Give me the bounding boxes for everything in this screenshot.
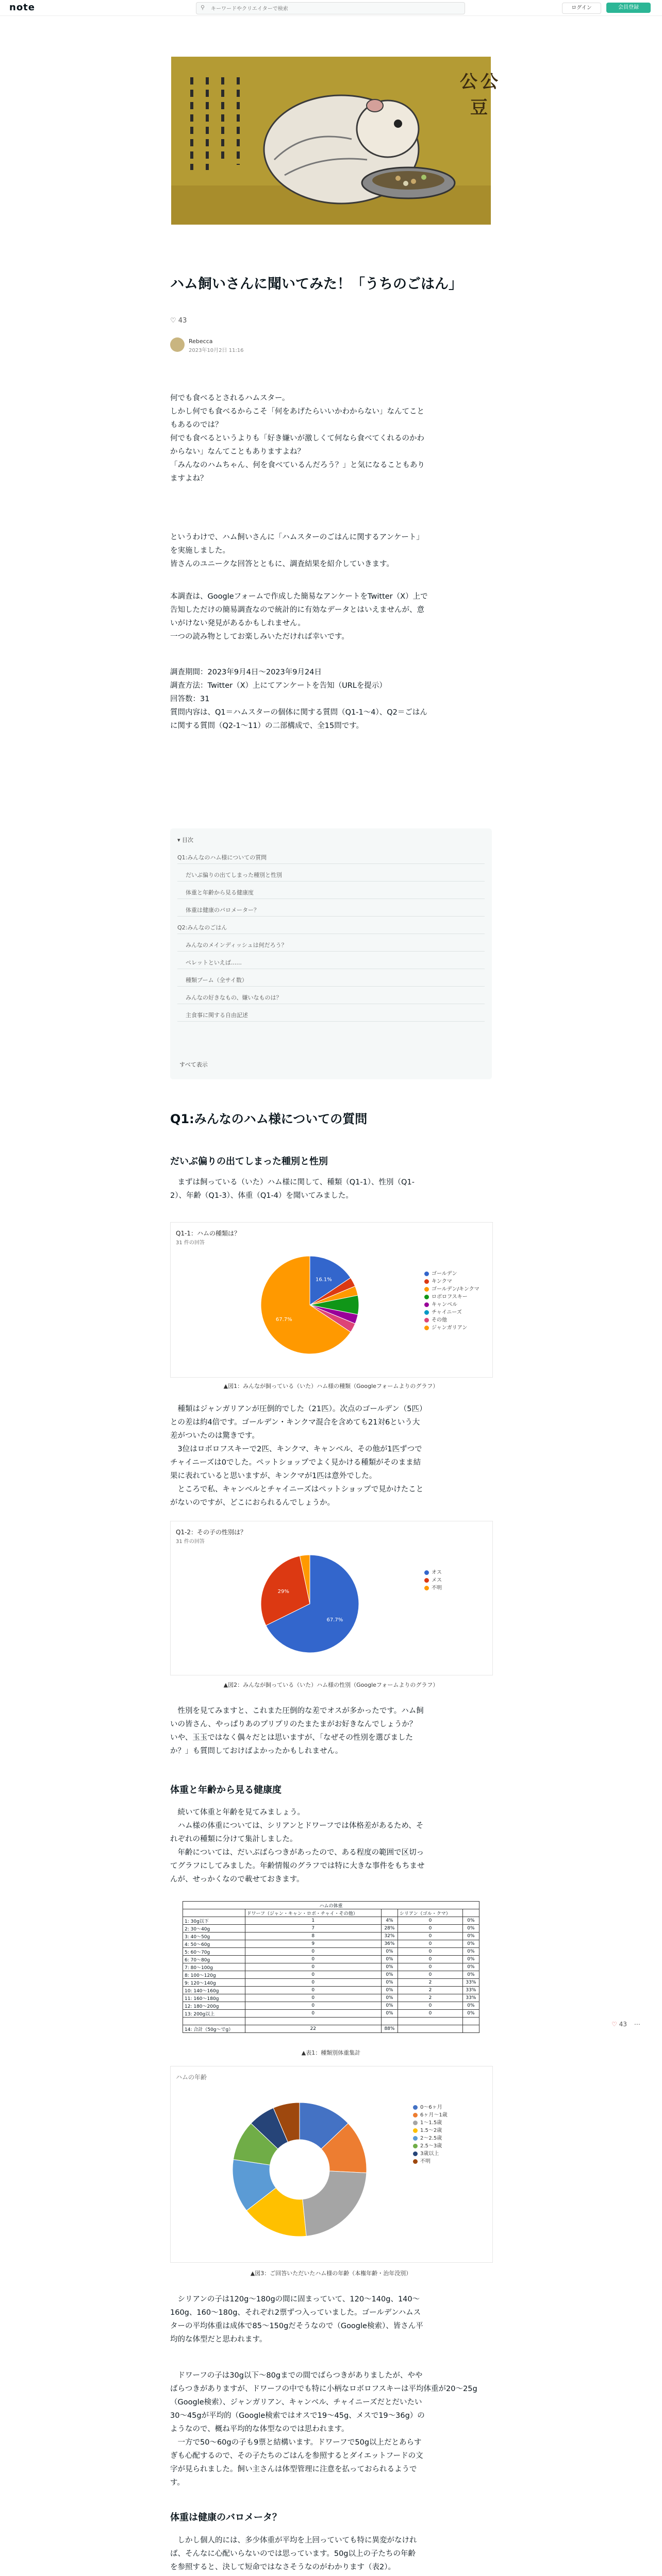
legend-swatch bbox=[413, 2128, 418, 2133]
table-cell: 4: 50〜60g bbox=[183, 1940, 245, 1948]
legend-label: チャイニーズ bbox=[432, 1310, 462, 1315]
legend-item bbox=[424, 1315, 479, 1323]
legend-item bbox=[413, 2141, 448, 2149]
avatar[interactable] bbox=[170, 337, 185, 352]
table-cell: 0 bbox=[245, 2002, 381, 2010]
article-title bbox=[170, 274, 492, 295]
legend-label: ゴールデン/キンクマ bbox=[432, 1286, 479, 1292]
table-cell: 0 bbox=[245, 1979, 381, 1987]
legend-label: その他 bbox=[432, 1317, 447, 1323]
slice-label: 67.7% bbox=[326, 1617, 343, 1623]
legend-label: キャンベル bbox=[432, 1302, 457, 1308]
hero-image bbox=[171, 57, 498, 225]
legend-item bbox=[413, 2118, 448, 2126]
legend-item bbox=[424, 1323, 479, 1331]
table-cell: 2 bbox=[398, 1979, 463, 1987]
table-cell: 0 bbox=[245, 1971, 381, 1979]
table-row bbox=[183, 1987, 479, 1994]
donut-hole bbox=[270, 2140, 330, 2200]
toc-item[interactable]: 主食事に関する自由記述 bbox=[186, 1012, 248, 1019]
toc-item[interactable]: みんなの好きなもの、嫌いなものは？ bbox=[186, 994, 282, 1001]
table-cell: 0 bbox=[245, 1994, 381, 2002]
table-cell: 33% bbox=[462, 1994, 479, 2002]
barometer-paragraph: しかし個人的には、多少体重が平均を上回っていても特に異変がなけれ ば、そんなに心配いらないのでは思っています。50g以上の子たちの年齢 を参照すると、決して短命ではなさそうなのがわかります（表2）。 bbox=[170, 2536, 417, 2571]
table1-caption: ▲表1：種類別体重集計 bbox=[301, 2049, 361, 2056]
toc-item[interactable]: みんなのメインディッシュは何だろう？ bbox=[186, 942, 287, 948]
table-cell: 0 bbox=[398, 2002, 463, 2010]
weight-table-wrapper bbox=[183, 1901, 479, 2033]
legend-label: 1.5〜2歳 bbox=[420, 2128, 442, 2133]
table-cell: 32% bbox=[381, 1933, 398, 1940]
survey-period-paragraph: 調査期間：2023年9月4日〜2023年9月24日 調査方法：Twitter（X）上にてアンケートを告知（URLを提示） 回答数：31 質問内容は、Q1＝ハムスターの個体に関する質問（Q1-1〜4）、Q2＝ごはん に関する質問（Q2-1〜11）の二部構成で、全15問です。 bbox=[170, 668, 427, 730]
legend-label: 6ヶ月〜1歳 bbox=[420, 2112, 448, 2118]
legend-label: 不明 bbox=[432, 1585, 442, 1591]
table-cell: 0 bbox=[398, 1948, 463, 1956]
legend-swatch bbox=[413, 2151, 418, 2156]
table-row bbox=[183, 1948, 479, 1956]
table-row bbox=[183, 1933, 479, 1940]
legend-item bbox=[424, 1308, 479, 1315]
table-cell: 0% bbox=[462, 1971, 479, 1979]
table-cell: 0% bbox=[381, 1987, 398, 1994]
legend-item bbox=[424, 1284, 479, 1292]
table-cell bbox=[462, 2025, 479, 2033]
toc-divider bbox=[177, 863, 485, 864]
table-cell: 0% bbox=[462, 1925, 479, 1933]
weight-age-paragraph: 続いて体重と年齢を見てみましょう。 ハム様の体重については、シリアンとドワーフでは体格差があるため、そ れぞれの種類に分けて集計しました。 年齢については、だいぶばらつきがあったので、ある程度の範囲で区切っ てグラフにしてみました。年齢情報のグラフでは特に大きな事件をもちませ んが、せっかくなので載せておきます。 bbox=[170, 1808, 425, 1884]
article-title-line: ハム飼いさんに聞いてみた！「うちのごはん」 bbox=[170, 276, 462, 292]
table-cell: 11: 160〜180g bbox=[183, 1994, 245, 2002]
legend-label: 2.5〜3歳 bbox=[420, 2143, 442, 2149]
subheading-weight-age: 体重と年齢から見る健康度 bbox=[170, 1785, 282, 1795]
toc-item[interactable]: だいぶ偏りの出てしまった種別と性別 bbox=[186, 872, 282, 878]
weight-table-title: ハムの体重 bbox=[183, 1902, 479, 1909]
table-cell: 0 bbox=[398, 1963, 463, 1971]
table-row bbox=[183, 1956, 479, 1963]
toc-divider bbox=[177, 1021, 485, 1022]
gender-legend bbox=[424, 1568, 442, 1591]
heart-icon[interactable]: ♡ bbox=[170, 317, 176, 325]
table-cell: 8 bbox=[245, 1933, 381, 1940]
toc-divider bbox=[177, 951, 485, 952]
legend-swatch bbox=[413, 2121, 418, 2125]
table-row bbox=[183, 1917, 479, 1925]
species-legend bbox=[424, 1269, 479, 1331]
legend-swatch bbox=[424, 1295, 429, 1299]
legend-label: 3歳以上 bbox=[420, 2151, 439, 2157]
table-cell: 0 bbox=[398, 1933, 463, 1940]
legend-label: オス bbox=[432, 1570, 442, 1575]
publish-date: 2023年10月2日 11:16 bbox=[189, 348, 244, 353]
survey-intro-paragraph: というわけで、ハム飼いさんに「ハムスターのごはんに関するアンケート」 を実施しました。 皆さんのユニークな回答とともに、調査結果を紹介していきます。 bbox=[170, 533, 424, 568]
figure1-caption: ▲図1：みんなが飼っている（いた）ハム様の種類（Googleフォームよりのグラフ） bbox=[223, 1383, 439, 1389]
table-cell: 0% bbox=[462, 2010, 479, 2018]
toc-heading[interactable]: ▾ 目次 bbox=[177, 837, 194, 843]
intro-paragraph: 何でも食べるとされるハムスター。 しかし何でも食べるからこそ「何をあげたらいいかわからない」なんてこと もあるのでは？ 何でも食べるというよりも「好き嫌いが激しくて何なら食べてくれるのかわ からない」なんてこともありますよね？ 「みんなのハムちゃん、何を食べているんだろう？」と気になることもあり ますよね？ bbox=[170, 394, 425, 483]
svg-text:豆: 豆 bbox=[470, 97, 488, 118]
legend-item bbox=[413, 2149, 448, 2157]
table-cell: 9 bbox=[245, 1940, 381, 1948]
legend-swatch bbox=[424, 1272, 429, 1276]
chart-title: ハムの年齢 bbox=[176, 2074, 207, 2081]
top-bar bbox=[0, 0, 662, 16]
legend-item bbox=[424, 1583, 442, 1591]
search-icon: ⚲ bbox=[201, 4, 205, 11]
legend-item bbox=[413, 2110, 448, 2118]
table-cell: 36% bbox=[381, 1940, 398, 1948]
heart-icon[interactable]: ♡ bbox=[611, 2021, 617, 2028]
table-cell: 5: 60〜70g bbox=[183, 1948, 245, 1956]
table-row bbox=[183, 2018, 479, 2025]
table-cell: 0% bbox=[381, 1948, 398, 1956]
table-cell: 33% bbox=[462, 1979, 479, 1987]
chart-subtitle: 31 件の回答 bbox=[176, 1539, 205, 1545]
table-cell: 0% bbox=[462, 1956, 479, 1963]
table-cell bbox=[398, 2018, 463, 2025]
table-cell: 9: 120〜140g bbox=[183, 1979, 245, 1987]
section-heading-q1: Q1:みんなのハム様についての質問 bbox=[170, 1112, 368, 1126]
legend-item bbox=[413, 2103, 448, 2110]
hero-illustration bbox=[171, 57, 498, 225]
table-cell: 0 bbox=[398, 1917, 463, 1925]
species-discussion-paragraph: 種類はジャンガリアンが圧倒的でした（21匹）。次点のゴールデン（5匹） との差は約4倍です。ゴールデン・キンクマ混合を含めても21対6という大 差がついたのは驚きです。 3位はロボロフスキーで2匹、キンクマ、キャンベル、その他が1匹ずつで チャイニーズは0でした。ペットショップでよく見かける種類がそのまま結 果に表れていると思いますが、キンクマが1匹は意外でした。 ところで私、キャンベルとチャイニーズはペットショップで見かけたこと がないのですが、どこにおられるんでしょうか。 bbox=[170, 1405, 427, 1507]
toc-divider bbox=[177, 986, 485, 987]
table-cell bbox=[462, 2018, 479, 2025]
table-cell: 2 bbox=[398, 1987, 463, 1994]
table-cell: 3: 40〜50g bbox=[183, 1933, 245, 1940]
table-cell: 0 bbox=[245, 1948, 381, 1956]
toc-item[interactable]: 体重は健康のバロメーター？ bbox=[186, 907, 259, 913]
table-cell: 0 bbox=[398, 2010, 463, 2018]
figure-species-pie bbox=[170, 1222, 493, 1378]
table-header-cell: シリアン（ゴル・クマ） bbox=[398, 1909, 463, 1917]
table-row bbox=[183, 1979, 479, 1987]
slice-label: 29% bbox=[277, 1589, 289, 1595]
table-cell: 10: 140〜160g bbox=[183, 1987, 245, 1994]
legend-swatch bbox=[424, 1570, 429, 1575]
table-cell: 1: 30g以下 bbox=[183, 1917, 245, 1925]
table-cell: 0 bbox=[245, 1956, 381, 1963]
slice-label: 67.7% bbox=[275, 1316, 292, 1323]
table-cell: 0% bbox=[381, 1971, 398, 1979]
legend-item bbox=[424, 1575, 442, 1583]
table-cell: 28% bbox=[381, 1925, 398, 1933]
legend-item bbox=[413, 2157, 448, 2164]
q1-paragraph: まずは飼っている（いた）ハム様に関して、種類（Q1-1）、性別（Q1- 2）、年齢（Q1-3）、体重（Q1-4）を聞いてみました。 bbox=[170, 1178, 415, 1200]
table-cell: 33% bbox=[462, 1987, 479, 1994]
toc-item[interactable]: Q1:みんなのハム様についての質問 bbox=[177, 854, 267, 861]
table-cell: 0% bbox=[381, 1963, 398, 1971]
table-row bbox=[183, 1940, 479, 1948]
toc-show-all-button[interactable]: すべて表示 bbox=[179, 1061, 208, 1068]
subheading-species-gender: だいぶ偏りの出てしまった種別と性別 bbox=[170, 1156, 328, 1167]
svg-text:公: 公 bbox=[460, 72, 477, 92]
table-cell bbox=[381, 2018, 398, 2025]
search-input[interactable] bbox=[210, 4, 459, 13]
legend-label: 1〜1.5歳 bbox=[420, 2120, 442, 2126]
table-cell: 0 bbox=[398, 1971, 463, 1979]
table-cell: 0% bbox=[381, 2002, 398, 2010]
legend-item bbox=[413, 2133, 448, 2141]
legend-item bbox=[424, 1269, 479, 1277]
table-cell: 88% bbox=[381, 2025, 398, 2033]
like-count[interactable]: ♡ 43 bbox=[170, 317, 187, 325]
table-header-cell: ドワーフ（ジャン・キャン・ロボ・チャイ・その他） bbox=[245, 1909, 381, 1917]
legend-swatch bbox=[413, 2144, 418, 2148]
legend-swatch bbox=[424, 1310, 429, 1315]
chart-subtitle: 31 件の回答 bbox=[176, 1240, 205, 1246]
legend-item bbox=[413, 2126, 448, 2133]
legend-label: 不明 bbox=[420, 2159, 431, 2164]
table-cell: 0% bbox=[381, 1956, 398, 1963]
figure2-caption: ▲図2：みんなが飼っている（いた）ハム様の性別（Googleフォームよりのグラフ） bbox=[223, 1682, 439, 1688]
figure3-caption: ▲図3：ご回答いただいたハム様の年齢（本権年齢・治年没別） bbox=[250, 2270, 412, 2277]
legend-swatch bbox=[424, 1586, 429, 1590]
toc-divider bbox=[177, 881, 485, 882]
legend-label: 2〜2.5歳 bbox=[420, 2136, 442, 2141]
table-cell: 1 bbox=[245, 1917, 381, 1925]
table-cell: 0 bbox=[245, 1987, 381, 1994]
table-header-cell bbox=[462, 1909, 479, 1917]
table-row bbox=[183, 1971, 479, 1979]
age-legend bbox=[413, 2103, 448, 2164]
table-row bbox=[183, 2010, 479, 2018]
toc-item[interactable]: ペレットといえば...... bbox=[186, 959, 242, 966]
age-pie-chart bbox=[171, 2066, 492, 2262]
table-cell: 0% bbox=[462, 1940, 479, 1948]
table-cell: 0% bbox=[381, 1979, 398, 1987]
table-header-cell bbox=[183, 1909, 245, 1917]
chart-title: Q1-1：ハムの種類は？ bbox=[176, 1230, 241, 1237]
signup-button[interactable]: 会員登録 bbox=[606, 3, 651, 13]
legend-label: 0〜6ヶ月 bbox=[420, 2105, 442, 2110]
legend-label: ゴールデン bbox=[432, 1271, 457, 1277]
gender-discussion-paragraph: 性別を見てみますと、これまた圧倒的な差でオスが多かったです。ハム飼 いの皆さん、やっぱりあのプリプリのたまたまがお好きなんでしょうか？ いや、玉玉ではなく偶々だとは思いますが、「なぜその性別を選びました か？」も質問しておけばよかったかもしれません。 bbox=[170, 1707, 424, 1755]
toc-item[interactable]: Q2:みんなのごはん bbox=[177, 924, 227, 931]
table-cell: 12: 180〜200g bbox=[183, 2002, 245, 2010]
toc-item[interactable]: 体重と年齢から見る健康度 bbox=[186, 889, 254, 896]
table-cell: 0 bbox=[398, 1956, 463, 1963]
dwarf-weight-paragraph: ドワーフの子は30g以下〜80gまでの間でばらつきがありましたが、やや ばらつきがありますが、ドワーフの中でも特に小柄なロボロフスキーは平均体重が20〜25g （Google検索）、ジャンガリアン、キャンベル、チャイニーズだとだいたい 30〜45gが平均的（Google検索ではオスで19〜45g、メスで19〜36g）の ようなので、概ね平均的な体型なのでは思われます。 一方で50〜60gの子も9票と結構います。ドワーフで50g以上だとあらす ぎも心配するので、その子たちのごはんを参照するとダイエットフードの文 字が見られました。飼い主さんは体型管理に注意を払っておられるようで す。 bbox=[170, 2371, 477, 2487]
table-of-contents bbox=[170, 828, 492, 1079]
legend-swatch bbox=[424, 1287, 429, 1292]
table-cell: 2 bbox=[398, 1994, 463, 2002]
table-cell: 13: 200g以上 bbox=[183, 2010, 245, 2018]
slice-label: 16.1% bbox=[315, 1277, 332, 1283]
legend-item bbox=[424, 1568, 442, 1575]
table-row bbox=[183, 1963, 479, 1971]
legend-swatch bbox=[413, 2105, 418, 2110]
login-button[interactable]: ログイン bbox=[562, 3, 601, 14]
table-row bbox=[183, 1925, 479, 1933]
table-cell: 0% bbox=[381, 2010, 398, 2018]
legend-swatch bbox=[424, 1318, 429, 1323]
table-row bbox=[183, 1994, 479, 2002]
legend-swatch bbox=[413, 2136, 418, 2141]
table-cell: 0% bbox=[381, 1994, 398, 2002]
legend-item bbox=[424, 1300, 479, 1308]
table-cell: 0% bbox=[462, 1917, 479, 1925]
more-options-icon[interactable]: ⋯ bbox=[634, 2021, 640, 2028]
table-cell: 0% bbox=[462, 2002, 479, 2010]
toc-item[interactable]: 種類ブーム（全サイ数） bbox=[186, 977, 247, 984]
syrian-weight-paragraph: シリアンの子は120g〜180gの間に固まっていて、120〜140g、140〜 160g、160〜180g、それぞれ2票ずつ入っていました。ゴールデンハムス ターの平均体重は成体で85〜150gだそうなので（Google検索）、皆さん平 均的な体型だと思われます。 bbox=[170, 2295, 423, 2344]
table-cell: 7: 80〜100g bbox=[183, 1963, 245, 1971]
note-paragraph: 本調査は、Googleフォームで作成した簡易なアンケートをTwitter（X）上で 告知しただけの簡易調査なので統計的に有効なデータとはいえませんが、意 いがけない発見があるかもしれません。 一つの読み物としてお楽しみいただければ幸いです。 bbox=[170, 592, 428, 641]
table-cell: 2: 30〜40g bbox=[183, 1925, 245, 1933]
table-cell bbox=[245, 2018, 381, 2025]
legend-item bbox=[424, 1292, 479, 1300]
table-cell: 0% bbox=[462, 1963, 479, 1971]
table-cell: 8: 100〜120g bbox=[183, 1971, 245, 1979]
svg-text:公: 公 bbox=[481, 72, 498, 92]
table-cell: 0% bbox=[462, 1933, 479, 1940]
list-icon: ▾ bbox=[177, 837, 183, 843]
table-cell: 14: 合計（50g〜でg） bbox=[183, 2025, 245, 2033]
legend-label: ジャンガリアン bbox=[432, 1325, 468, 1331]
table-cell: 7 bbox=[245, 1925, 381, 1933]
subheading-weight-barometer: 体重は健康のバロメータ？ bbox=[170, 2512, 282, 2523]
author-name[interactable]: Rebecca bbox=[189, 338, 213, 345]
table-cell: 4% bbox=[381, 1917, 398, 1925]
search-box[interactable] bbox=[196, 2, 465, 14]
table-cell: 0% bbox=[462, 1948, 479, 1956]
table-cell: 0 bbox=[398, 1925, 463, 1933]
weight-table bbox=[183, 1901, 479, 2033]
legend-label: ロボロフスキー bbox=[432, 1294, 468, 1300]
legend-swatch bbox=[424, 1302, 429, 1307]
legend-item bbox=[424, 1277, 479, 1284]
table-cell: 0 bbox=[245, 1963, 381, 1971]
table-row bbox=[183, 2025, 479, 2033]
table-cell bbox=[183, 2018, 245, 2025]
table-cell: 0 bbox=[398, 1940, 463, 1948]
table-cell: 22 bbox=[245, 2025, 381, 2033]
legend-label: メス bbox=[432, 1578, 442, 1583]
table-cell: 0 bbox=[245, 2010, 381, 2018]
figure-gender-pie bbox=[170, 1521, 493, 1675]
table-row bbox=[183, 2002, 479, 2010]
floating-like-button[interactable]: ♡ 43 ⋯ bbox=[611, 2021, 640, 2028]
table-header-cell bbox=[381, 1909, 398, 1917]
legend-swatch bbox=[424, 1578, 429, 1583]
legend-swatch bbox=[424, 1326, 429, 1330]
toc-divider bbox=[177, 916, 485, 917]
chart-title: Q1-2：その子の性別は？ bbox=[176, 1529, 247, 1536]
legend-swatch bbox=[424, 1279, 429, 1284]
note-logo[interactable]: note bbox=[9, 2, 35, 13]
table-cell bbox=[398, 2025, 463, 2033]
figure-age-pie bbox=[170, 2066, 493, 2263]
gender-pie-chart bbox=[171, 1521, 492, 1675]
legend-swatch bbox=[413, 2159, 418, 2164]
legend-label: キンクマ bbox=[432, 1279, 452, 1284]
legend-swatch bbox=[413, 2113, 418, 2117]
table-cell: 6: 70〜80g bbox=[183, 1956, 245, 1963]
